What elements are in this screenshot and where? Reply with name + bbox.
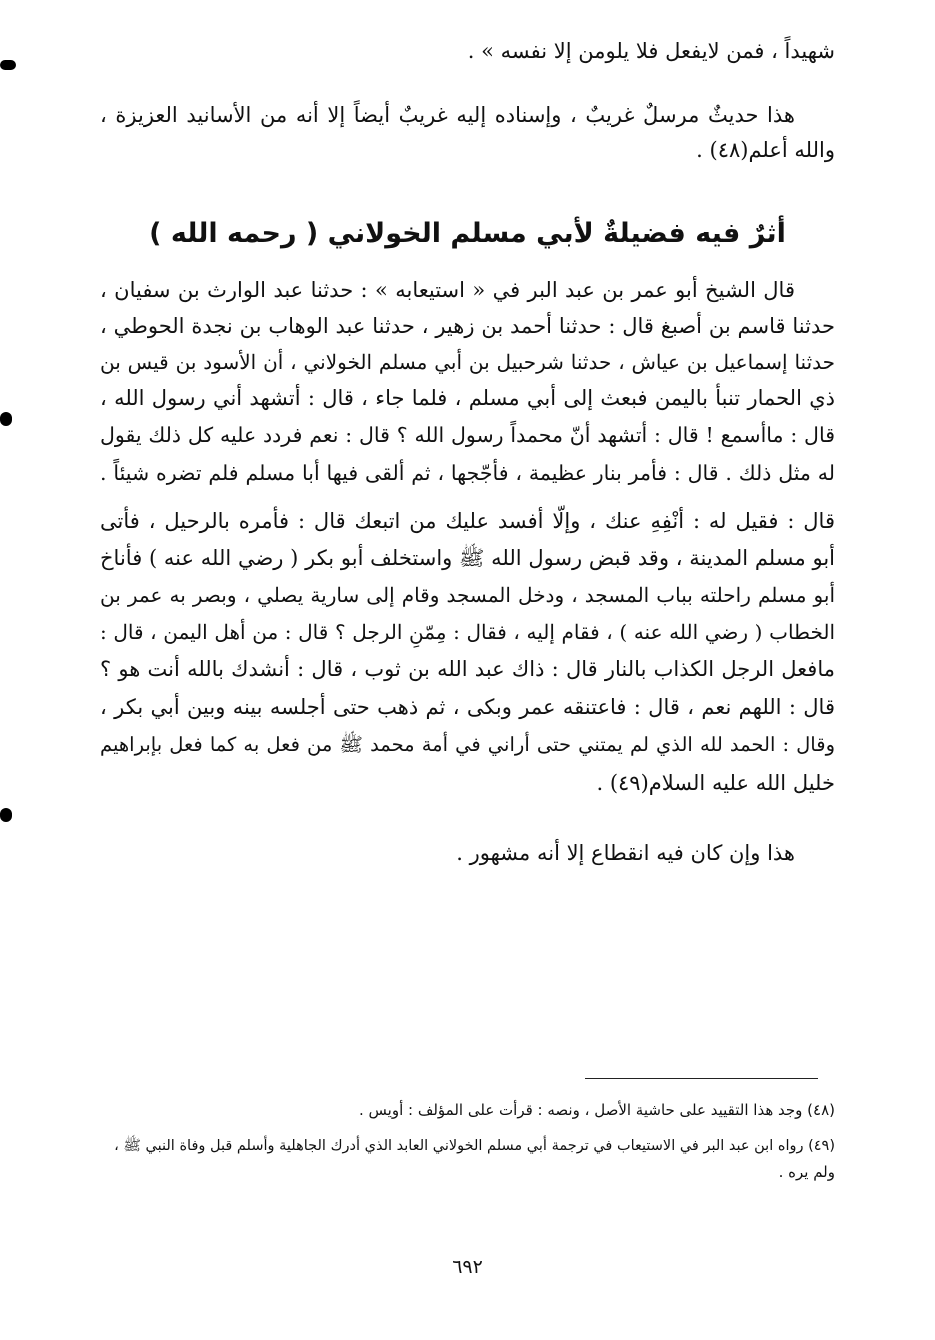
scan-mark-top bbox=[0, 60, 16, 70]
body-line: ذي الحمار تنبأ باليمن فبعث إلى أبي مسلم ، فلما جاء ، قال : أتشهد أني رسول الله ، bbox=[100, 386, 835, 410]
footnote-divider bbox=[585, 1078, 818, 1079]
text-line-commentary-end: والله أعلم(٤٨) . bbox=[696, 138, 835, 162]
body-line: الخطاب ( رضي الله عنه ) ، فقام إليه ، فقال : مِمّنِ الرجل ؟ قال : من أهل اليمن ، قال : bbox=[100, 620, 835, 644]
page-number: ٦٩٢ bbox=[452, 1256, 483, 1278]
body-line: حدثنا إسماعيل بن عياش ، حدثنا شرحبيل بن أبي مسلم الخولاني ، أن الأسود بن قيس بن bbox=[100, 350, 835, 374]
body-line: حدثنا قاسم بن أصبغ قال : حدثنا أحمد بن زهير ، حدثنا عبد الوهاب بن نجدة الحوطي ، bbox=[100, 314, 835, 338]
footnote-49-cont: ولم يره . bbox=[778, 1163, 835, 1181]
body-line: قال : اللهم نعم ، قال : فاعتنقه عمر وبكى ، ثم ذهب حتى أجلسه بينه وبين أبي بكر ، bbox=[100, 695, 835, 719]
body-line: وقال : الحمد لله الذي لم يمتني حتى أراني في أمة محمد ﷺ من فعل به كما فعل بإبراهيم bbox=[100, 733, 835, 756]
text-line-commentary: هذا حديثٌ مرسلٌ غريبٌ ، وإسناده إليه غريبٌ أيضاً إلا أنه من الأسانيد العزيزة ، bbox=[100, 103, 795, 127]
scan-mark-middle bbox=[0, 412, 12, 426]
body-line: له مثل ذلك . قال : فأمر بنار عظيمة ، فأجّجها ، ثم ألقى فيها أبا مسلم فلم تضره شيئاً . bbox=[100, 461, 835, 485]
body-line: أبو مسلم راحلته بباب المسجد ، ودخل المسجد وقام إلى سارية يصلي ، وبصر به عمر بن bbox=[100, 583, 835, 607]
scan-mark-lower bbox=[0, 808, 12, 822]
body-line: قال الشيخ أبو عمر بن عبد البر في « استيعابه » : حدثنا عبد الوارث بن سفيان ، bbox=[100, 278, 795, 302]
body-line: قال : فقيل له : أنْفِهِ عنك ، وإلّا أفسد عليك من اتبعك قال : فأمره بالرحيل ، فأتى bbox=[100, 509, 835, 533]
body-line-end: خليل الله عليه السلام(٤٩) . bbox=[596, 771, 835, 795]
body-line: قال : ماأسمع ! قال : أتشهد أنّ محمداً رسول الله ؟ قال : نعم فردد عليه كل ذلك يقول bbox=[100, 423, 835, 447]
body-line: مافعل الرجل الكذاب بالنار قال : ذاك عبد الله بن ثوب ، قال : أنشدك بالله أنت هو ؟ bbox=[100, 657, 835, 681]
body-line: أبو مسلم المدينة ، وقد قبض رسول الله ﷺ واستخلف أبو بكر ( رضي الله عنه ) فأناخ bbox=[100, 546, 835, 570]
text-line-continuation: شهيداً ، فمن لايفعل فلا يلومن إلا نفسه » . bbox=[467, 39, 835, 63]
footnote-49: (٤٩) رواه ابن عبد البر في الاستيعاب في ترجمة أبي مسلم الخولاني العابد الذي أدرك الجاهلية وأسلم قبل وفاة النبي ﷺ ، bbox=[114, 1138, 835, 1154]
closing-remark: هذا وإن كان فيه انقطاع إلا أنه مشهور . bbox=[456, 841, 795, 865]
footnote-48: (٤٨) وجد هذا التقييد على حاشية الأصل ، ونصه : قرأت على المؤلف : أويس . bbox=[359, 1101, 835, 1119]
section-heading: أثرٌ فيه فضيلةٌ لأبي مسلم الخولاني ( رحمه الله ) bbox=[149, 218, 786, 249]
